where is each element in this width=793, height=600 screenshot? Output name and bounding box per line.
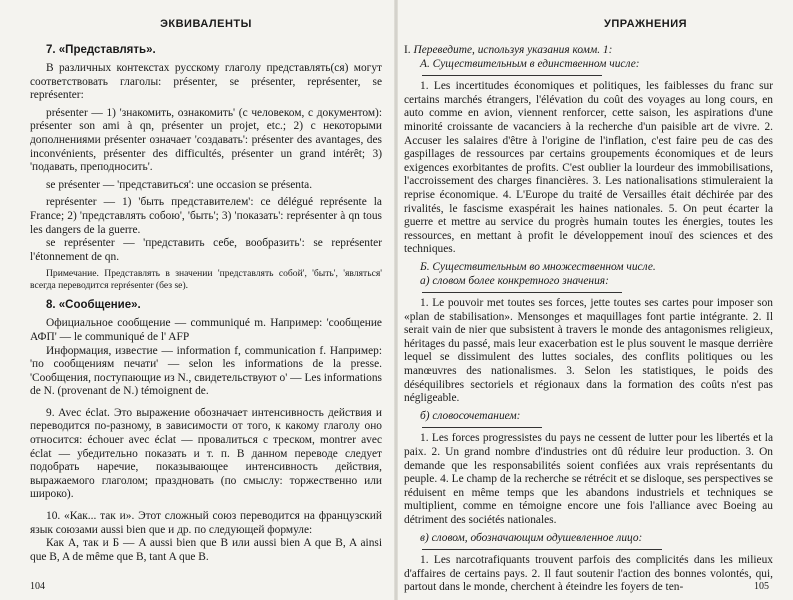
sub-a-heading: А. Существительным в единственном числе: (420, 57, 640, 70)
running-head-left: ЭКВИВАЛЕНТЫ (160, 18, 252, 30)
running-head-right: УПРАЖНЕНИЯ (604, 18, 688, 30)
sub-b-heading: Б. Существительным во множественном числе. (420, 260, 656, 273)
section-7-note: Примечание. Представлять в значении 'представлять собой', 'быть', 'являться' всегда переводится représenter (без se). (30, 268, 382, 291)
sub-b-b-text: 1. Les forces progressistes du pays ne cessent de lutter pour les libertés et la paix. 2. Un grand nombre d'industries ont dû réduire leur production. 3. On demande que les responsabilités soient confiées aux vrais représentants du peuple. 4. Le champ de la recherche se rétrécit et se disloque, ses perspectives se réduisent en même temps que les abandons industriels et techniques se multiplient, comme en témoigne encore une fois l'alliance avec Boeing au détriment des sociétés nationales. (404, 432, 773, 526)
section-7-p3: se présenter — 'представиться': une occasion se présenta. (46, 178, 313, 191)
section-8-p2: Информация, известие — information f, communication f. Например: 'по сообщениям печати' — selon les informations de la presse. 'Сообщения, поступающие из N., свидетельствуют о' — Les informations de N. (provenant de N.) témoignent de. (30, 344, 382, 398)
right-page (396, 0, 793, 600)
section-7-title: 7. «Представлять». (46, 44, 156, 56)
section-7-p1: В различных контекстах русскому глаголу представлять(ся) могут соответствовать глаголы: présenter, se présenter, représenter, se représenter: (30, 62, 382, 102)
exercise-number: I. (404, 44, 411, 56)
left-page (0, 0, 396, 600)
page-number-left: 104 (30, 581, 45, 592)
sub-b-c-text: 1. Les narcotrafiquants trouvent parfois des complicités dans les milieux d'affaires de certains pays. 2. Il faut soutenir l'action des bonnes volontés, qui, partout dans le monde, cherchent à éteindre les foyers de ten- (404, 554, 773, 594)
section-8-p1: Официальное сообщение — communiqué m. Например: 'сообщение АФП' — le communiqué de l' AFP (30, 317, 382, 343)
section-8-title: 8. «Сообщение». (46, 299, 141, 312)
sub-b-a-text: 1. Le pouvoir met toutes ses forces, jette toutes ses cartes pour imposer son «plan de stabilisation». Mensonges et maquillages font partie intégrante. 2. Il serait vain de nier que subsistent à travers le monde des antagonismes religieux, héritages du passé, mais leur exacerbation est le plus souvent le masque derrière lequel se dissimulent des luttes sociales, des conflits politiques ou les manœuvres des nationalismes. 3. Selon les statistiques, le poids des déséquilibres sectoriels et régionaux dans la formation des coûts n'est pas négligeable. (404, 297, 773, 405)
section-10-p1: 10. «Как... так и». Этот сложный союз переводится на французский язык союзами aussi bien que и др. по следующей формуле: (30, 510, 382, 536)
sub-b-a-rule (422, 292, 622, 293)
exercise-heading (404, 44, 773, 58)
sub-a-rule (422, 75, 602, 76)
sub-b-b-heading: б) словосочетанием: (420, 409, 521, 422)
exercise-instruction: Переведите, используя указания комм. 1: (413, 44, 613, 56)
section-9-p1: 9. Avec éclat. Это выражение обозначает интенсивность действия и переводится по-разному, в зависимости от того, к какому глаголу оно относится: échouer avec éclat — провалиться с треском, montrer avec éclat — убедительно показать и т. п. В данном переводе следует подобрать наречие, показывающее интенсивность действия, выражаемого глаголом; праздновать (по смыслу: торжественно или широко). (30, 406, 382, 501)
sub-b-b-rule (422, 427, 542, 428)
section-7-p2: présenter — 1) 'знакомить, ознакомить' (с человеком, с документом): présenter son ami à qn, présenter un projet, etc.; 2) с некоторыми дополнениями présenter означает 'создавать': présenter des avantages, des inconvénients, présenter des difficultés, présenter un grand intérêt; 3) 'подавать, преподносить'. (30, 106, 382, 174)
section-10-p2: Как А, так и Б — A aussi bien que B или aussi bien A que B, A ainsi que B, A de même que B, tant A que B. (30, 537, 382, 563)
page-number-right: 105 (754, 581, 769, 592)
sub-b-c-heading: в) словом, обозначающим одушевленное лицо: (420, 531, 643, 544)
section-7-p4: représenter — 1) 'быть представителем': ce délégué représente la France; 2) 'представлять собою', 'быть'; 3) 'показать': représenter à qn tous les dangers de la guerre. (30, 196, 382, 236)
section-7-p5: se représenter — 'представить себе, вообразить': se représenter l'étonnement de qn. (30, 237, 382, 263)
sub-a-text: 1. Les incertitudes économiques et politiques, les faiblesses du franc sur certains marchés étrangers, l'élévation du coût des voyages au long cours, en auto comme en avion, viennent renforcer, cette saison, les aspirations d'une minorité croissante de vacanciers à la recherche d'un paisible art de vivre. 2. Accuser les salaires d'être à l'origine de l'inflation, c'est faire peu de cas des gaspillages de ressources par certains groupements économiques et de leurs exigences exorbitantes de profits. C'est oublier la lourdeur des immobilisations, l'accroissement des charges financières. 3. Les nationalisations stimuleraient la reprise économique. 4. L'Europe du traité de Versailles était déchirée par des rivalités, le fascisme exaspérait les haines nationales. 5. On peut écarter la guerre et mettre au service du progrès humain toutes les énergies, toutes les ressources, en mettant à profit le développement inouï des sciences et des techniques. (404, 80, 773, 256)
sub-b-c-rule (422, 549, 662, 550)
sub-b-a-heading: а) словом более конкретного значения: (420, 274, 609, 287)
